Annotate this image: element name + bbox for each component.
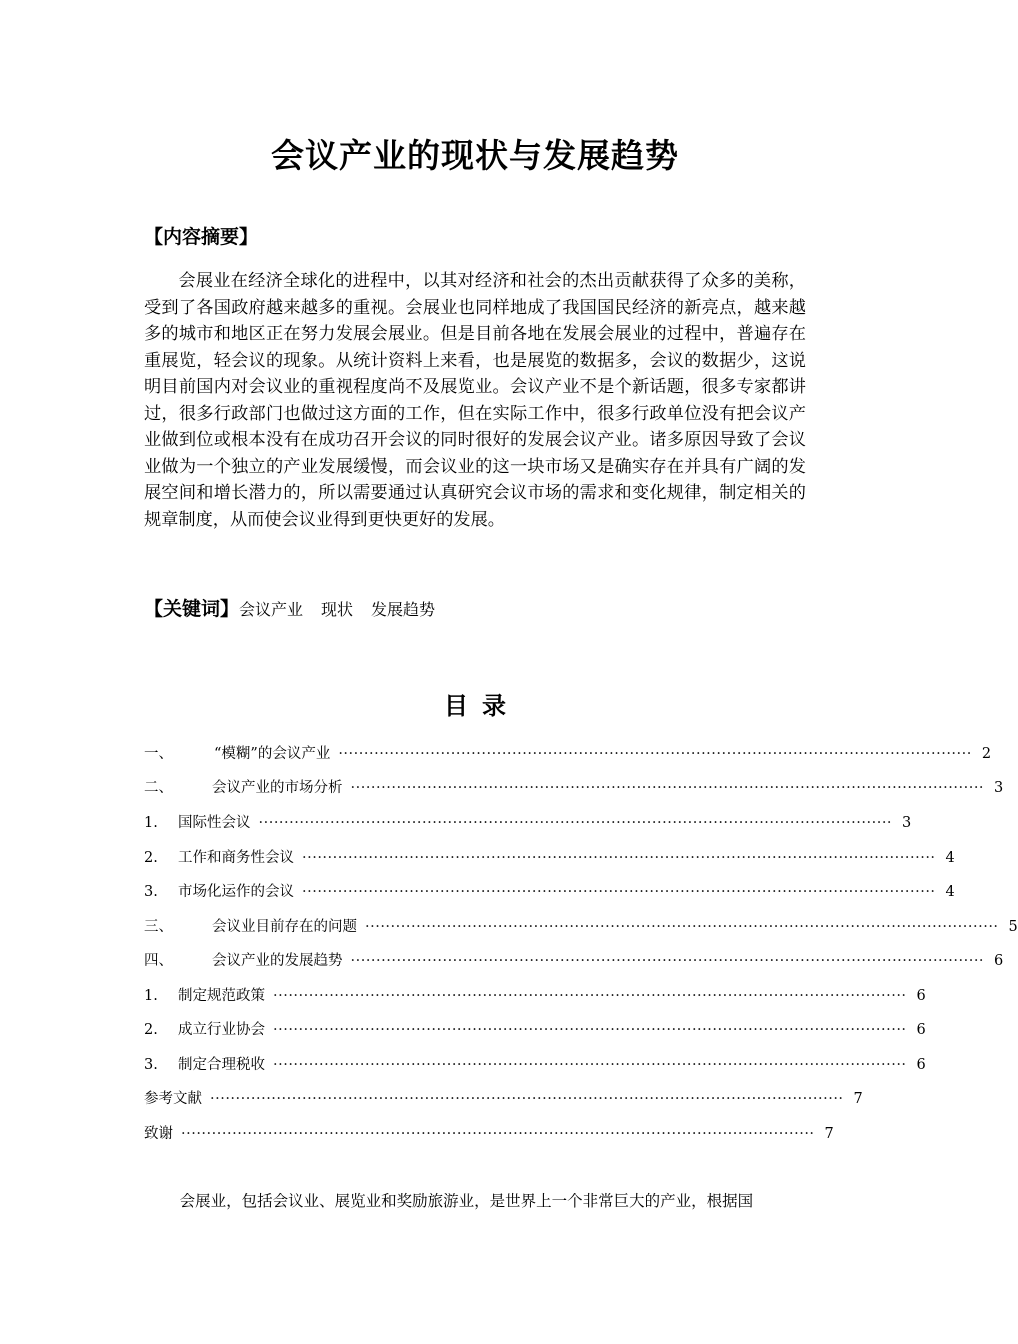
toc-entry-number: 三、	[144, 919, 173, 935]
body-paragraph: 会展业，包括会议业、展览业和奖励旅游业，是世界上一个非常巨大的产业，根据国	[179, 1192, 754, 1210]
toc-entry-page: 6	[994, 953, 1004, 969]
toc-entry[interactable]	[144, 949, 1004, 973]
toc-entry-page: 6	[916, 988, 926, 1004]
toc-entry-number: 1.	[144, 988, 158, 1004]
toc-entry-number: 3.	[144, 1057, 158, 1073]
keyword-item: 发展趋势	[371, 600, 436, 619]
toc-entry-page: 2	[981, 746, 992, 762]
document-title: 会议产业的现状与发展趋势	[271, 136, 679, 175]
toc-leader-dots: ····························································································································	[273, 988, 907, 1004]
keyword-item: 现状	[321, 600, 354, 619]
toc-leader-dots: ····························································································································	[338, 746, 972, 762]
toc-entry[interactable]	[144, 880, 955, 904]
toc-leader-dots: ····························································································································	[365, 919, 999, 935]
toc-entry-page: 6	[916, 1057, 926, 1073]
toc-entry-title: 市场化运作的会议	[178, 884, 294, 900]
toc-entry-number: 2.	[144, 850, 158, 866]
toc-leader-dots: ····························································································································	[258, 815, 893, 831]
toc-entry-number: 四、	[144, 953, 173, 969]
toc-entry[interactable]	[144, 1122, 834, 1146]
toc-entry-title: 工作和商务性会议	[178, 850, 294, 866]
toc-leader-dots: ····························································································································	[210, 1091, 844, 1107]
toc-entry-title: “模糊”的会议产业	[214, 746, 331, 762]
toc-leader-dots: ····························································································································	[350, 953, 985, 969]
toc-entry[interactable]	[144, 811, 912, 835]
toc-entry-number: 3.	[144, 884, 158, 900]
toc-leader-dots: ····························································································································	[273, 1057, 907, 1073]
abstract-heading: 【内容摘要】	[144, 226, 259, 248]
abstract-body: 会展业在经济全球化的进程中，以其对经济和社会的杰出贡献获得了众多的美称，受到了各国政府越来越多的重视。会展业也同样地成了我国国民经济的新亮点，越来越多的城市和地区正在努力发展会展业。但是目前各地在发展会展业的过程中，普遍存在重展览，轻会议的现象。从统计资料上来看，也是展览的数据多，会议的数据少，这说明目前国内对会议业的重视程度尚不及展览业。会议产业不是个新话题，很多专家都讲过，很多行政部门也做过这方面的工作，但在实际工作中，很多行政单位没有把会议产业做到位或根本没有在成功召开会议的同时很好的发展会议产业。诸多原因导致了会议业做为一个独立的产业发展缓慢，而会议业的这一块市场又是确实存在并具有广阔的发展空间和增长潜力的，所以需要通过认真研究会议市场的需求和变化规律，制定相关的规章制度，从而使会议业得到更快更好的发展。	[144, 271, 806, 530]
toc-entry-title: 会议产业的市场分析	[212, 780, 343, 796]
toc-entry[interactable]	[144, 776, 1004, 800]
toc-leader-dots: ····························································································································	[273, 1022, 907, 1038]
toc-entry-title: 参考文献	[144, 1091, 202, 1107]
toc-entry-number: 一、	[144, 746, 173, 762]
toc-entry-title: 致谢	[144, 1126, 173, 1142]
toc-entry-title: 成立行业协会	[178, 1022, 265, 1038]
keywords-label: 【关键词】	[144, 598, 240, 620]
toc-entry[interactable]	[144, 1018, 926, 1042]
toc-entry-page: 3	[902, 815, 912, 831]
toc-entry-page: 5	[1008, 919, 1018, 935]
toc-heading: 目录	[444, 692, 520, 720]
toc-leader-dots: ····························································································································	[302, 850, 936, 866]
toc-entry[interactable]	[144, 984, 926, 1008]
toc-entry-number: 二、	[144, 780, 173, 796]
toc-entry-page: 7	[824, 1126, 834, 1142]
toc-entry-page: 7	[853, 1091, 863, 1107]
toc-entry-title: 国际性会议	[178, 815, 251, 831]
toc-entry-page: 6	[916, 1022, 926, 1038]
toc-entry[interactable]	[144, 742, 992, 766]
toc-entry-title: 制定规范政策	[178, 988, 265, 1004]
toc-leader-dots: ····························································································································	[350, 780, 985, 796]
toc-entry[interactable]	[144, 846, 955, 870]
toc-entry[interactable]	[144, 915, 1018, 939]
toc-entry-number: 2.	[144, 1022, 158, 1038]
toc-entry-number: 1.	[144, 815, 158, 831]
toc-entry-page: 4	[945, 884, 955, 900]
toc-entry-title: 制定合理税收	[178, 1057, 265, 1073]
toc-entry-title: 会议产业的发展趋势	[212, 953, 343, 969]
toc-leader-dots: ····························································································································	[181, 1126, 815, 1142]
toc-leader-dots: ····························································································································	[302, 884, 936, 900]
toc-entry-title: 会议业目前存在的问题	[212, 919, 357, 935]
keywords-line	[144, 594, 453, 621]
toc-entry[interactable]	[144, 1087, 863, 1111]
keyword-item: 会议产业	[239, 600, 304, 619]
toc-entry-page: 4	[945, 850, 955, 866]
toc-entry[interactable]	[144, 1053, 926, 1077]
toc-entry-page: 3	[994, 780, 1004, 796]
